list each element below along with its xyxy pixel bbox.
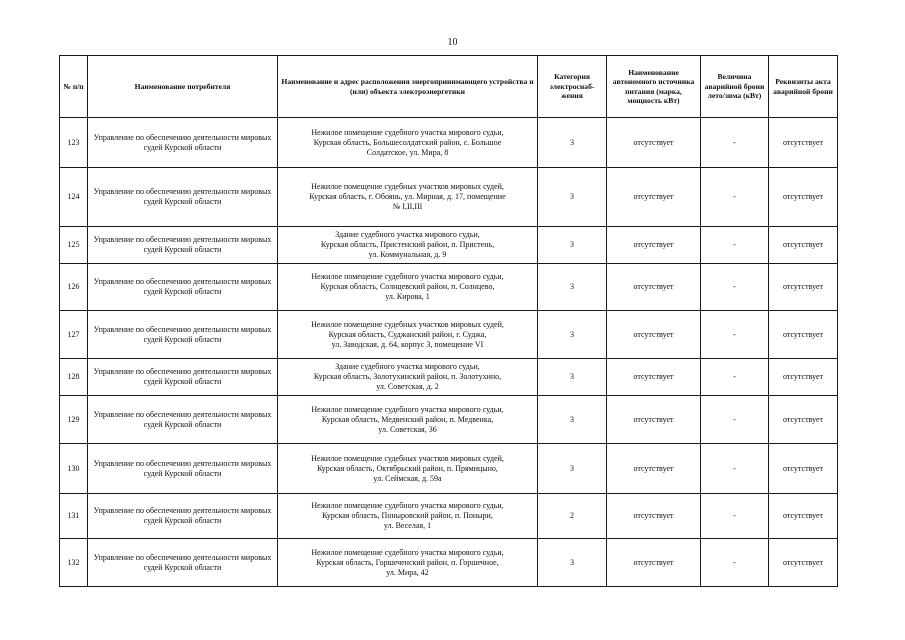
reserve-value: - <box>701 118 769 168</box>
autonomous-source: отсутствует <box>607 494 701 539</box>
object-address-line: Нежилое помещение судебного участка мирового судьи, <box>311 272 504 281</box>
act-details: отсутствует <box>769 311 838 359</box>
row-number: 128 <box>60 359 88 396</box>
table-row <box>60 359 838 396</box>
object-address-line: Курская область, Большесолдатский район, с. Большое <box>313 137 502 147</box>
object-address-line: ул. Советская, 36 <box>378 424 437 434</box>
object-address-line: Курская область, Солнцевский район, п. Солнцево, <box>320 282 495 291</box>
table-row <box>60 311 838 359</box>
consumer-name: Управление по обеспечению деятельности мировых судей Курской области <box>88 118 278 168</box>
row-number: 129 <box>60 396 88 444</box>
autonomous-source: отсутствует <box>607 118 701 168</box>
consumer-name: Управление по обеспечению деятельности мировых судей Курской области <box>88 396 278 444</box>
object-address-line: Курская область, Горшеченский район, п. Горшечное, <box>316 557 499 567</box>
object-address-line: ул. Коммунальная, д. 9 <box>368 250 447 259</box>
table-header-row <box>60 56 838 118</box>
reserve-value: - <box>701 444 769 494</box>
consumer-name: Управление по обеспечению деятельности мировых судей Курской области <box>88 168 278 227</box>
act-details: отсутствует <box>769 264 838 311</box>
header-category: Категория электроснаб-жения <box>538 56 607 118</box>
object-address-line: Курская область, Медвенский район, п. Медвенка, <box>321 414 494 424</box>
object-address-line: Солдатское, ул. Мира, 8 <box>366 147 449 157</box>
consumer-name: Управление по обеспечению деятельности мировых судей Курской области <box>88 227 278 264</box>
object-address <box>278 118 538 168</box>
row-number: 132 <box>60 539 88 587</box>
consumer-name: Управление по обеспечению деятельности мировых судей Курской области <box>88 444 278 494</box>
object-address <box>278 396 538 444</box>
object-address-line: Курская область, Поныровский район, п. Поныри, <box>322 511 493 520</box>
object-address-line: Здание судебного участка мирового судьи, <box>335 230 480 239</box>
object-address <box>278 227 538 264</box>
row-number: 126 <box>60 264 88 311</box>
object-address-line: Курская область, Октябрьский район, п. Прямицыно, <box>317 463 498 473</box>
autonomous-source: отсутствует <box>607 359 701 396</box>
row-number: 130 <box>60 444 88 494</box>
object-address-line: Нежилое помещение судебного участка мирового судьи, <box>311 404 504 414</box>
table-row <box>60 227 838 264</box>
header-source: Наименование автономного источника питания (марка, мощность кВт) <box>607 56 701 118</box>
autonomous-source: отсутствует <box>607 311 701 359</box>
supply-category: 3 <box>538 311 607 359</box>
reserve-value: - <box>701 311 769 359</box>
page-number: 10 <box>447 37 458 48</box>
table-body <box>60 118 838 587</box>
object-address-line: Нежилое помещение судебного участка мирового судьи, <box>311 127 504 137</box>
object-address-line: Нежилое помещение судебных участков мировых судей, <box>311 453 504 463</box>
act-details: отсутствует <box>769 118 838 168</box>
object-address-line: ул. Сеймская, д. 59а <box>373 473 442 483</box>
autonomous-source: отсутствует <box>607 227 701 264</box>
act-details: отсутствует <box>769 359 838 396</box>
row-number: 125 <box>60 227 88 264</box>
table-row <box>60 444 838 494</box>
reserve-value: - <box>701 227 769 264</box>
act-details: отсутствует <box>769 227 838 264</box>
consumer-name: Управление по обеспечению деятельности мировых судей Курской области <box>88 311 278 359</box>
object-address-line: Здание судебного участка мирового судьи, <box>335 362 480 371</box>
autonomous-source: отсутствует <box>607 444 701 494</box>
reserve-value: - <box>701 168 769 227</box>
supply-category: 3 <box>538 168 607 227</box>
object-address-line: Курская область, Золотухинский район, п. Золотухино, <box>313 372 502 381</box>
supply-category: 3 <box>538 539 607 587</box>
object-address-line: Нежилое помещение судебного участка мирового судьи, <box>311 547 504 557</box>
header-act: Реквизиты акта аварийной брони <box>769 56 838 118</box>
object-address <box>278 494 538 539</box>
object-address <box>278 168 538 227</box>
object-address <box>278 444 538 494</box>
reserve-value: - <box>701 539 769 587</box>
autonomous-source: отсутствует <box>607 264 701 311</box>
table-row <box>60 118 838 168</box>
supply-category: 3 <box>538 264 607 311</box>
header-reserve: Величина аварийной брони лето/зима (кВт) <box>701 56 769 118</box>
object-address-line: Нежилое помещение судебных участков мировых судей, <box>311 182 504 191</box>
act-details: отсутствует <box>769 168 838 227</box>
row-number: 123 <box>60 118 88 168</box>
header-object: Наименование и адрес расположения энергопринимающего устройства и (или) объекта электроэнергетики <box>278 56 538 118</box>
supply-category: 3 <box>538 396 607 444</box>
supply-category: 3 <box>538 359 607 396</box>
consumer-name: Управление по обеспечению деятельности мировых судей Курской области <box>88 539 278 587</box>
reserve-value: - <box>701 359 769 396</box>
act-details: отсутствует <box>769 444 838 494</box>
supply-category: 3 <box>538 118 607 168</box>
object-address-line: Курская область, Суджанский район, г. Суджа, <box>328 329 487 339</box>
table-row <box>60 168 838 227</box>
table-row <box>60 494 838 539</box>
row-number: 131 <box>60 494 88 539</box>
object-address-line: Курская область, Пристенский район, п. Пристень, <box>320 240 495 249</box>
act-details: отсутствует <box>769 396 838 444</box>
act-details: отсутствует <box>769 494 838 539</box>
table-row <box>60 539 838 587</box>
reserve-table <box>59 55 838 587</box>
consumer-name: Управление по обеспечению деятельности мировых судей Курской области <box>88 359 278 396</box>
object-address-line: Нежилое помещение судебных участков мировых судей, <box>311 319 504 329</box>
row-number: 127 <box>60 311 88 359</box>
consumer-name: Управление по обеспечению деятельности мировых судей Курской области <box>88 264 278 311</box>
supply-category: 3 <box>538 227 607 264</box>
object-address-line: Курская область, г. Обоянь, ул. Мирная, д. 17, помещение <box>309 192 506 201</box>
object-address-line: ул. Советская, д. 2 <box>376 382 439 391</box>
supply-category: 2 <box>538 494 607 539</box>
object-address-line: ул. Заводская, д. 64, корпус 3, помещение VI <box>331 339 484 349</box>
object-address-line: ул. Мира, 42 <box>386 567 429 577</box>
row-number: 124 <box>60 168 88 227</box>
header-consumer: Наименование потребителя <box>88 56 278 118</box>
header-num: № п/п <box>60 56 88 118</box>
object-address <box>278 359 538 396</box>
object-address <box>278 311 538 359</box>
reserve-value: - <box>701 494 769 539</box>
consumer-name: Управление по обеспечению деятельности мировых судей Курской области <box>88 494 278 539</box>
table-row <box>60 264 838 311</box>
object-address-line: ул. Веселая, 1 <box>383 521 432 530</box>
autonomous-source: отсутствует <box>607 396 701 444</box>
autonomous-source: отсутствует <box>607 539 701 587</box>
object-address <box>278 264 538 311</box>
table-row <box>60 396 838 444</box>
object-address <box>278 539 538 587</box>
reserve-value: - <box>701 264 769 311</box>
reserve-value: - <box>701 396 769 444</box>
autonomous-source: отсутствует <box>607 168 701 227</box>
act-details: отсутствует <box>769 539 838 587</box>
object-address-line: ул. Кирова, 1 <box>385 292 430 301</box>
supply-category: 3 <box>538 444 607 494</box>
object-address-line: Нежилое помещение судебного участка мирового судьи, <box>311 501 504 510</box>
object-address-line: № I,II,III <box>392 202 423 211</box>
